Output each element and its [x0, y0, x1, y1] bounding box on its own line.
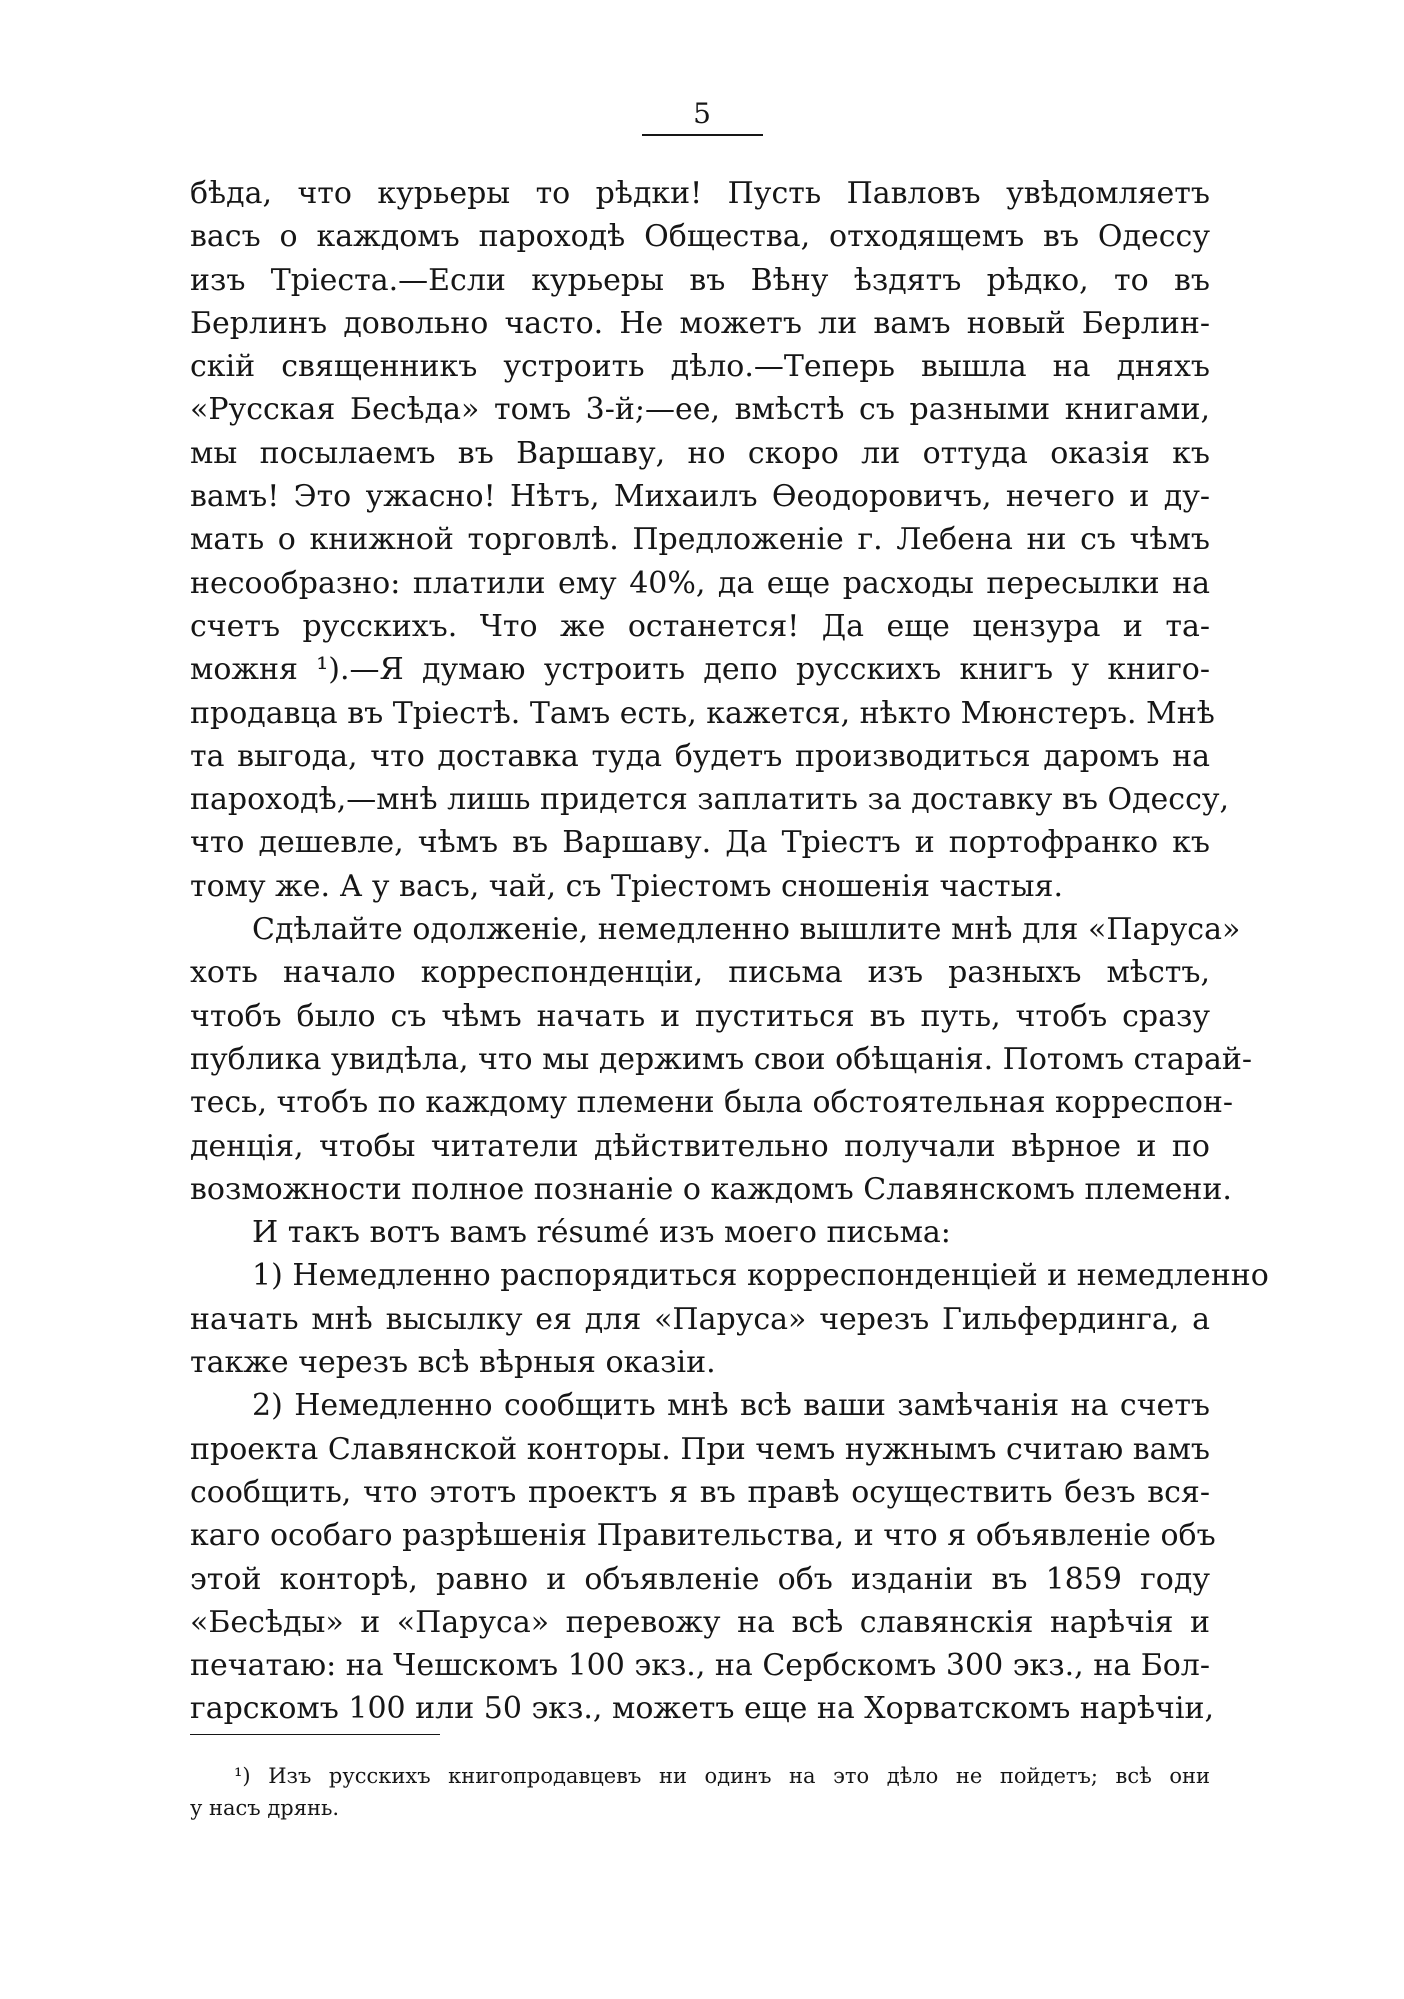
text-line: «Русская Бесѣда» томъ 3-й;—ее, вмѣстѣ съ разными книгами,: [190, 392, 1210, 428]
text-line: также черезъ всѣ вѣрныя оказіи.: [190, 1345, 716, 1381]
body-text: [190, 172, 1269, 1731]
text-line: печатаю: на Чешскомъ 100 экз., на Сербскомъ 300 экз., на Бол-: [190, 1648, 1210, 1684]
text-line: скій священникъ устроить дѣло.—Теперь вышла на дняхъ: [190, 349, 1210, 385]
text-line: «Бесѣды» и «Паруса» перевожу на всѣ славянскія нарѣчія и: [190, 1604, 1210, 1640]
text-line: проекта Славянской конторы. При чемъ нужнымъ считаю вамъ: [190, 1431, 1210, 1467]
text-line: возможности полное познаніе о каждомъ Славянскомъ племени.: [190, 1171, 1232, 1207]
text-line: каго особаго разрѣшенія Правительства, и что я объявленіе объ: [190, 1518, 1216, 1554]
page-number: 5: [693, 97, 711, 130]
text-line: несообразно: платили ему 40%, да еще расходы пересылки на: [190, 565, 1210, 601]
text-line: сообщить, что этотъ проектъ я въ правѣ осуществить безъ вся-: [190, 1474, 1210, 1510]
text-line: чтобъ было съ чѣмъ начать и пуститься въ путь, чтобъ сразу: [190, 998, 1210, 1034]
text-line: гарскомъ 100 или 50 экз., можетъ еще на Хорватскомъ нарѣчіи,: [190, 1691, 1215, 1727]
text-line: хоть начало корреспонденціи, письма изъ разныхъ мѣстъ,: [190, 955, 1210, 991]
text-line: изъ Тріеста.—Если курьеры въ Вѣну ѣздятъ рѣдко, то въ: [190, 262, 1210, 298]
text-line: И такъ вотъ вамъ résumé изъ моего письма:: [252, 1215, 951, 1251]
text-line: 2) Немедленно сообщить мнѣ всѣ ваши замѣчанія на счетъ: [252, 1388, 1210, 1424]
text-line: мать о книжной торговлѣ. Предложеніе г. Лебена ни съ чѣмъ: [190, 522, 1210, 558]
text-line: 1) Немедленно распорядиться корреспонденціей и немедленно: [252, 1258, 1269, 1294]
text-line: тому же. А у васъ, чай, съ Тріестомъ сношенія частыя.: [190, 868, 1063, 904]
text-line: что дешевле, чѣмъ въ Варшаву. Да Тріестъ и портофранко къ: [190, 825, 1210, 861]
text-line: та выгода, что доставка туда будетъ производиться даромъ на: [190, 738, 1210, 774]
text-line: публика увидѣла, что мы держимъ свои обѣщанія. Потомъ старай-: [190, 1041, 1253, 1077]
text-line: бѣда, что курьеры то рѣдки! Пусть Павловъ увѣдомляетъ: [190, 176, 1210, 211]
page-number-rule: [642, 134, 763, 136]
text-line: счетъ русскихъ. Что же останется! Да еще цензура и та-: [190, 608, 1210, 644]
text-line: васъ о каждомъ пароходѣ Общества, отходящемъ въ Одессу: [190, 219, 1210, 255]
text-line: денція, чтобы читатели дѣйствительно получали вѣрное и по: [190, 1128, 1210, 1164]
footnote-rule: [190, 1734, 440, 1735]
text-line: Сдѣлайте одолженіе, немедленно вышлите мнѣ для «Паруса»: [252, 912, 1241, 948]
text-line: вамъ! Это ужасно! Нѣтъ, Михаилъ Ѳеодоровичъ, нечего и ду-: [190, 479, 1210, 515]
text-line: начать мнѣ высылку ея для «Паруса» черезъ Гильфердинга, а: [190, 1301, 1210, 1337]
text-line: продавца въ Тріестѣ. Тамъ есть, кажется, нѣкто Мюнстеръ. Мнѣ: [190, 695, 1215, 731]
footnote-line: ¹) Изъ русскихъ книгопродавцевъ ни одинъ на это дѣло не пойдетъ; всѣ они: [234, 1764, 1210, 1788]
text-line: тесь, чтобъ по каждому племени была обстоятельная корреспон-: [190, 1085, 1234, 1121]
text-line: этой конторѣ, равно и объявленіе объ изданіи въ 1859 году: [190, 1561, 1210, 1597]
text-line: можня ¹).—Я думаю устроить депо русскихъ книгъ у книго-: [190, 652, 1210, 688]
text-line: мы посылаемъ въ Варшаву, но скоро ли оттуда оказія къ: [190, 435, 1210, 471]
footnote: [190, 1760, 1210, 1824]
footnote-line: у насъ дрянь.: [190, 1796, 340, 1820]
text-line: Берлинъ довольно часто. Не можетъ ли вамъ новый Берлин-: [190, 305, 1210, 341]
text-line: пароходѣ,—мнѣ лишь придется заплатить за доставку въ Одессу,: [190, 782, 1230, 818]
